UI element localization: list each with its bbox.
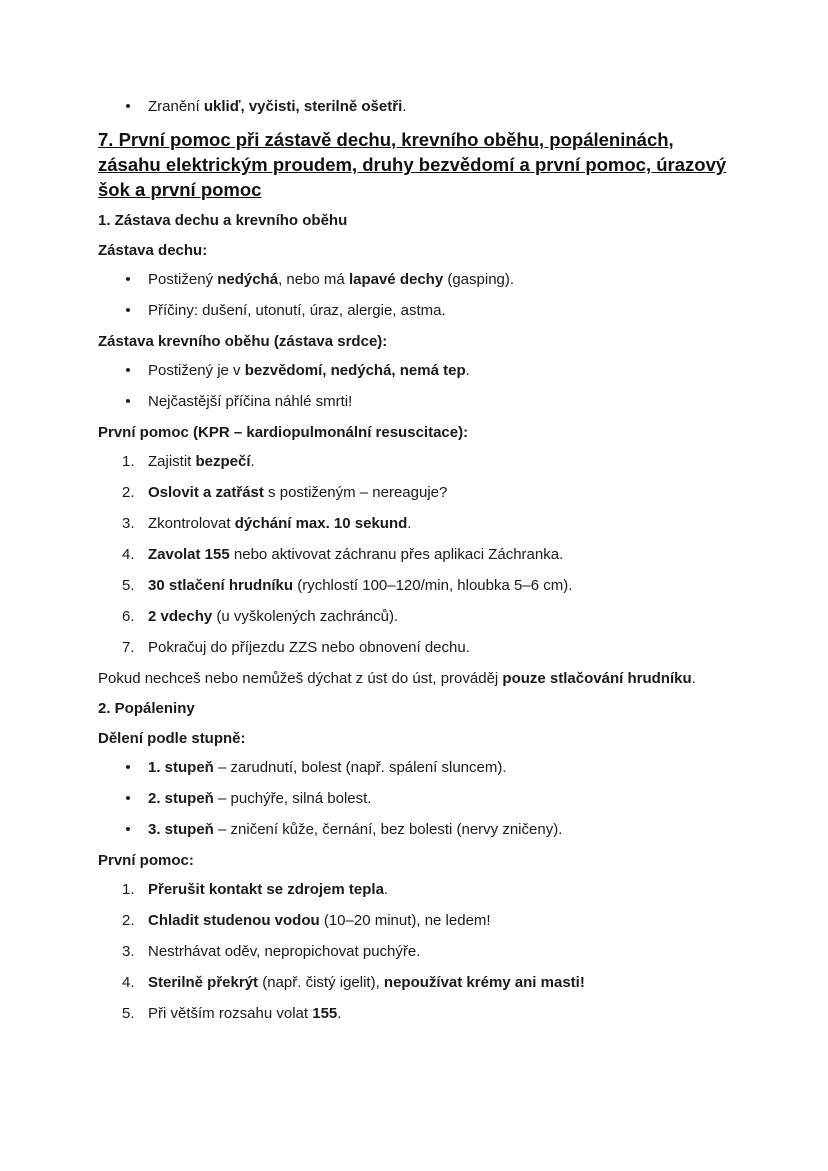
item-bold: nepoužívat krémy ani masti!	[383, 974, 585, 991]
item-bold: Chladit studenou vodou	[148, 912, 320, 929]
list-item	[98, 391, 738, 413]
list-item	[98, 96, 738, 118]
cpr-steps-list	[98, 451, 738, 659]
section-title-cardiac-arrest: 1. Zástava dechu a krevního oběhu	[98, 212, 348, 229]
note-text: .	[691, 670, 696, 687]
list-item	[98, 482, 738, 504]
list-item	[98, 757, 738, 779]
item-text: (10–20 minut), ne ledem!	[319, 912, 491, 929]
list-item	[98, 637, 738, 659]
item-bold: 155	[312, 1005, 338, 1022]
list-item	[98, 606, 738, 628]
note-text: Pokud nechceš nebo nemůžeš dýchat z úst do úst, prováděj	[98, 670, 503, 687]
list-item	[98, 513, 738, 535]
item-text: Při větším rozsahu volat	[148, 1005, 313, 1022]
item-bold: bezvědomí, nedýchá, nemá tep	[244, 362, 466, 379]
bullet-icon: •	[125, 98, 131, 115]
item-bold: Oslovit a zatřást	[148, 484, 264, 501]
item-bold: bezpečí	[195, 453, 251, 470]
cpr-note	[98, 668, 738, 690]
step-number: 1.	[122, 453, 135, 470]
item-text: s postiženým – nereaguje?	[263, 484, 448, 501]
item-text: Zkontrolovat	[148, 515, 235, 532]
item-text: , nebo má	[278, 271, 349, 288]
item-bold: 2. stupeň	[148, 790, 214, 807]
list-item	[98, 819, 738, 841]
list-item	[98, 360, 738, 382]
subsection-title-cpr: První pomoc (KPR – kardiopulmonální resuscitace):	[98, 424, 469, 441]
item-text: .	[250, 453, 255, 470]
burn-degree-list	[98, 757, 738, 841]
item-text: .	[402, 98, 407, 115]
list-item	[98, 451, 738, 473]
step-number: 3.	[122, 943, 135, 960]
item-text: .	[407, 515, 412, 532]
item-text: Nejčastější příčina náhlé smrti!	[148, 393, 353, 410]
bullet-icon: •	[125, 393, 131, 410]
item-text: Postižený je v	[148, 362, 245, 379]
item-bold: Přerušit kontakt se zdrojem tepla	[148, 881, 384, 898]
bullet-icon: •	[125, 821, 131, 838]
list-item	[98, 941, 738, 963]
step-number: 1.	[122, 881, 135, 898]
intro-list	[98, 96, 738, 118]
step-number: 4.	[122, 546, 135, 563]
item-text: (u vyškolených zachránců).	[212, 608, 399, 625]
list-item	[98, 300, 738, 322]
item-text: Zranění	[148, 98, 204, 115]
item-text: – puchýře, silná bolest.	[213, 790, 372, 807]
subsection-title-burn-aid: První pomoc:	[98, 852, 194, 869]
bullet-icon: •	[125, 759, 131, 776]
step-number: 2.	[122, 912, 135, 929]
item-text: Příčiny: dušení, utonutí, úraz, alergie, astma.	[148, 302, 446, 319]
document-content	[98, 96, 738, 1034]
item-bold: nedýchá	[217, 271, 279, 288]
item-text: .	[383, 881, 389, 898]
bullet-icon: •	[125, 271, 131, 288]
bullet-icon: •	[125, 302, 131, 319]
item-text: – zničení kůže, černání, bez bolesti (nervy zničeny).	[213, 821, 563, 838]
item-text: Zajistit	[148, 453, 196, 470]
list-item	[98, 879, 738, 901]
item-text: Nestrhávat oděv, nepropichovat puchýře.	[148, 943, 421, 960]
list-item	[98, 575, 738, 597]
chapter-heading: 7. První pomoc při zástavě dechu, krevního oběhu, popáleninách, zásahu elektrickým proudem, druhy bezvědomí a první pomoc, úrazový šok a první pomoc	[98, 129, 727, 200]
list-item	[98, 972, 738, 994]
subsection-title-degrees: Dělení podle stupně:	[98, 730, 246, 747]
subsection-title-circulation: Zástava krevního oběhu (zástava srdce):	[98, 333, 388, 350]
item-text: Pokračuj do příjezdu ZZS nebo obnovení dechu.	[148, 639, 470, 656]
item-text: nebo aktivovat záchranu přes aplikaci Záchranka.	[229, 546, 564, 563]
item-bold: Zavolat 155	[148, 546, 230, 563]
note-bold: pouze stlačování hrudníku	[502, 670, 692, 687]
item-bold: Sterilně překrýt	[148, 974, 259, 991]
item-bold: lapavé dechy	[348, 271, 444, 288]
step-number: 5.	[122, 1005, 135, 1022]
item-text: – zarudnutí, bolest (např. spálení sluncem).	[213, 759, 507, 776]
step-number: 4.	[122, 974, 135, 991]
item-bold: ukliď, vyčisti, sterilně ošetři	[203, 98, 403, 115]
step-number: 2.	[122, 484, 135, 501]
circulation-list	[98, 360, 738, 413]
list-item	[98, 269, 738, 291]
item-text: Postižený	[148, 271, 218, 288]
list-item	[98, 788, 738, 810]
step-number: 3.	[122, 515, 135, 532]
item-bold: dýchání max. 10 sekund	[234, 515, 408, 532]
burn-aid-steps-list	[98, 879, 738, 1025]
item-text: (gasping).	[443, 271, 515, 288]
section-title-burns: 2. Popáleniny	[98, 700, 195, 717]
step-number: 7.	[122, 639, 135, 656]
list-item	[98, 1003, 738, 1025]
item-bold: 3. stupeň	[148, 821, 214, 838]
list-item	[98, 910, 738, 932]
step-number: 6.	[122, 608, 135, 625]
item-bold: 30 stlačení hrudníku	[148, 577, 294, 594]
bullet-icon: •	[125, 362, 131, 379]
item-text: (rychlostí 100–120/min, hloubka 5–6 cm).	[293, 577, 573, 594]
item-text: .	[337, 1005, 342, 1022]
item-bold: 2 vdechy	[148, 608, 213, 625]
bullet-icon: •	[125, 790, 131, 807]
step-number: 5.	[122, 577, 135, 594]
subsection-title-breath: Zástava dechu:	[98, 242, 208, 259]
item-bold: 1. stupeň	[148, 759, 214, 776]
breath-list	[98, 269, 738, 322]
item-text: .	[465, 362, 470, 379]
item-text: (např. čistý igelit),	[258, 974, 384, 991]
list-item	[98, 544, 738, 566]
